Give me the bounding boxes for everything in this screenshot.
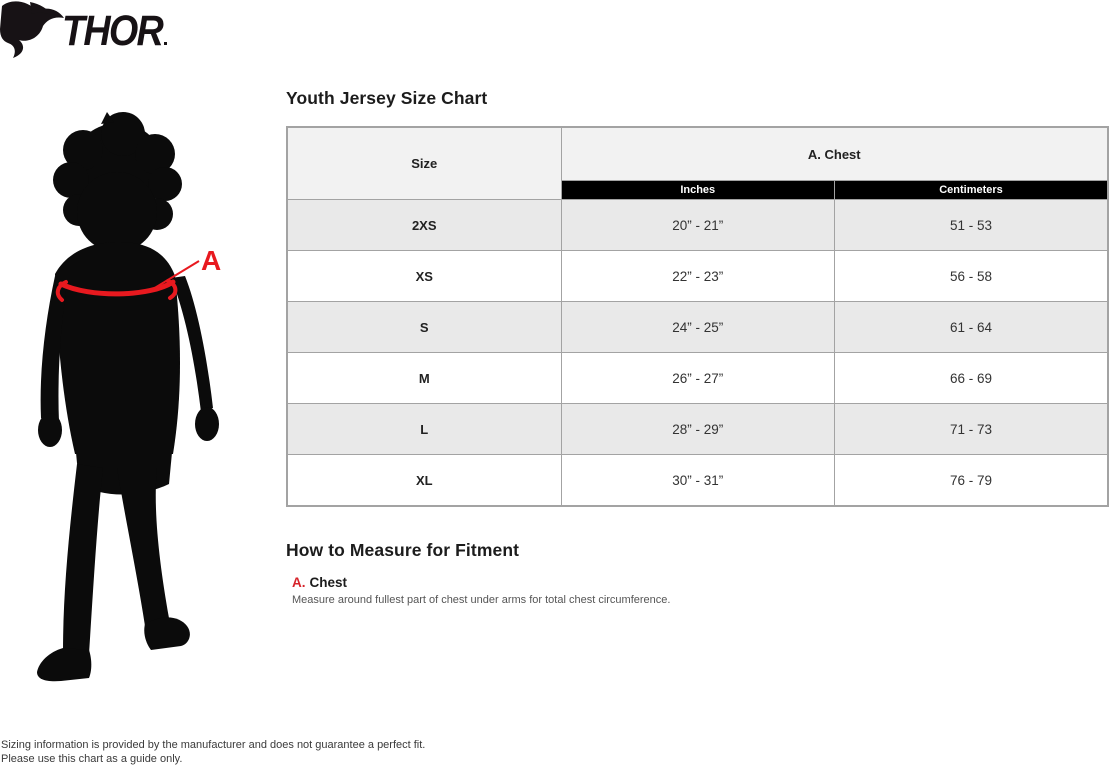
thor-logo-text: THOR <box>62 7 164 55</box>
centimeters-value: 66 - 69 <box>835 353 1109 404</box>
column-header-centimeters: Centimeters <box>835 181 1109 200</box>
table-row <box>287 200 1108 251</box>
how-to-measure-section <box>286 540 1109 607</box>
centimeters-value: 56 - 58 <box>835 251 1109 302</box>
youth-body-silhouette <box>37 112 222 681</box>
page-title: Youth Jersey Size Chart <box>286 88 488 108</box>
inches-value: 28” - 29” <box>561 404 835 455</box>
table-row <box>287 251 1108 302</box>
measure-item-description: Measure around fullest part of chest under arms for total chest circumference. <box>292 594 671 606</box>
column-header-chest-group: A. Chest <box>561 127 1108 181</box>
size-label: 2XS <box>287 200 561 251</box>
inches-value: 26” - 27” <box>561 353 835 404</box>
centimeters-value: 61 - 64 <box>835 302 1109 353</box>
chest-annotation-label: A <box>201 245 222 276</box>
sizing-disclaimer <box>1 738 425 766</box>
centimeters-value: 51 - 53 <box>835 200 1109 251</box>
measure-item-letter: A. <box>292 575 306 590</box>
measure-item-name: Chest <box>309 575 348 590</box>
column-header-inches: Inches <box>561 181 835 200</box>
inches-value: 30” - 31” <box>561 455 835 507</box>
inches-value: 20” - 21” <box>561 200 835 251</box>
size-label: M <box>287 353 561 404</box>
table-row <box>287 353 1108 404</box>
thor-ram-head-icon <box>0 0 172 58</box>
measure-item-chest <box>292 575 1109 607</box>
table-row <box>287 455 1108 507</box>
disclaimer-line-1: Sizing information is provided by the manufacturer and does not guarantee a perfect fit. <box>1 739 426 751</box>
size-label: L <box>287 404 561 455</box>
table-row <box>287 404 1108 455</box>
thor-logo <box>0 0 172 58</box>
disclaimer-line-2: Please use this chart as a guide only. <box>1 753 183 765</box>
size-label: XL <box>287 455 561 507</box>
table-header-row <box>287 127 1108 181</box>
column-header-size: Size <box>287 127 561 200</box>
size-label: S <box>287 302 561 353</box>
measure-item-heading <box>292 575 1109 590</box>
size-chart-table <box>286 126 1109 507</box>
youth-silhouette-figure <box>5 112 235 712</box>
how-to-measure-title: How to Measure for Fitment <box>286 540 520 560</box>
inches-value: 22” - 23” <box>561 251 835 302</box>
table-row <box>287 302 1108 353</box>
inches-value: 24” - 25” <box>561 302 835 353</box>
centimeters-value: 71 - 73 <box>835 404 1109 455</box>
size-label: XS <box>287 251 561 302</box>
main-content <box>286 88 1109 607</box>
centimeters-value: 76 - 79 <box>835 455 1109 507</box>
